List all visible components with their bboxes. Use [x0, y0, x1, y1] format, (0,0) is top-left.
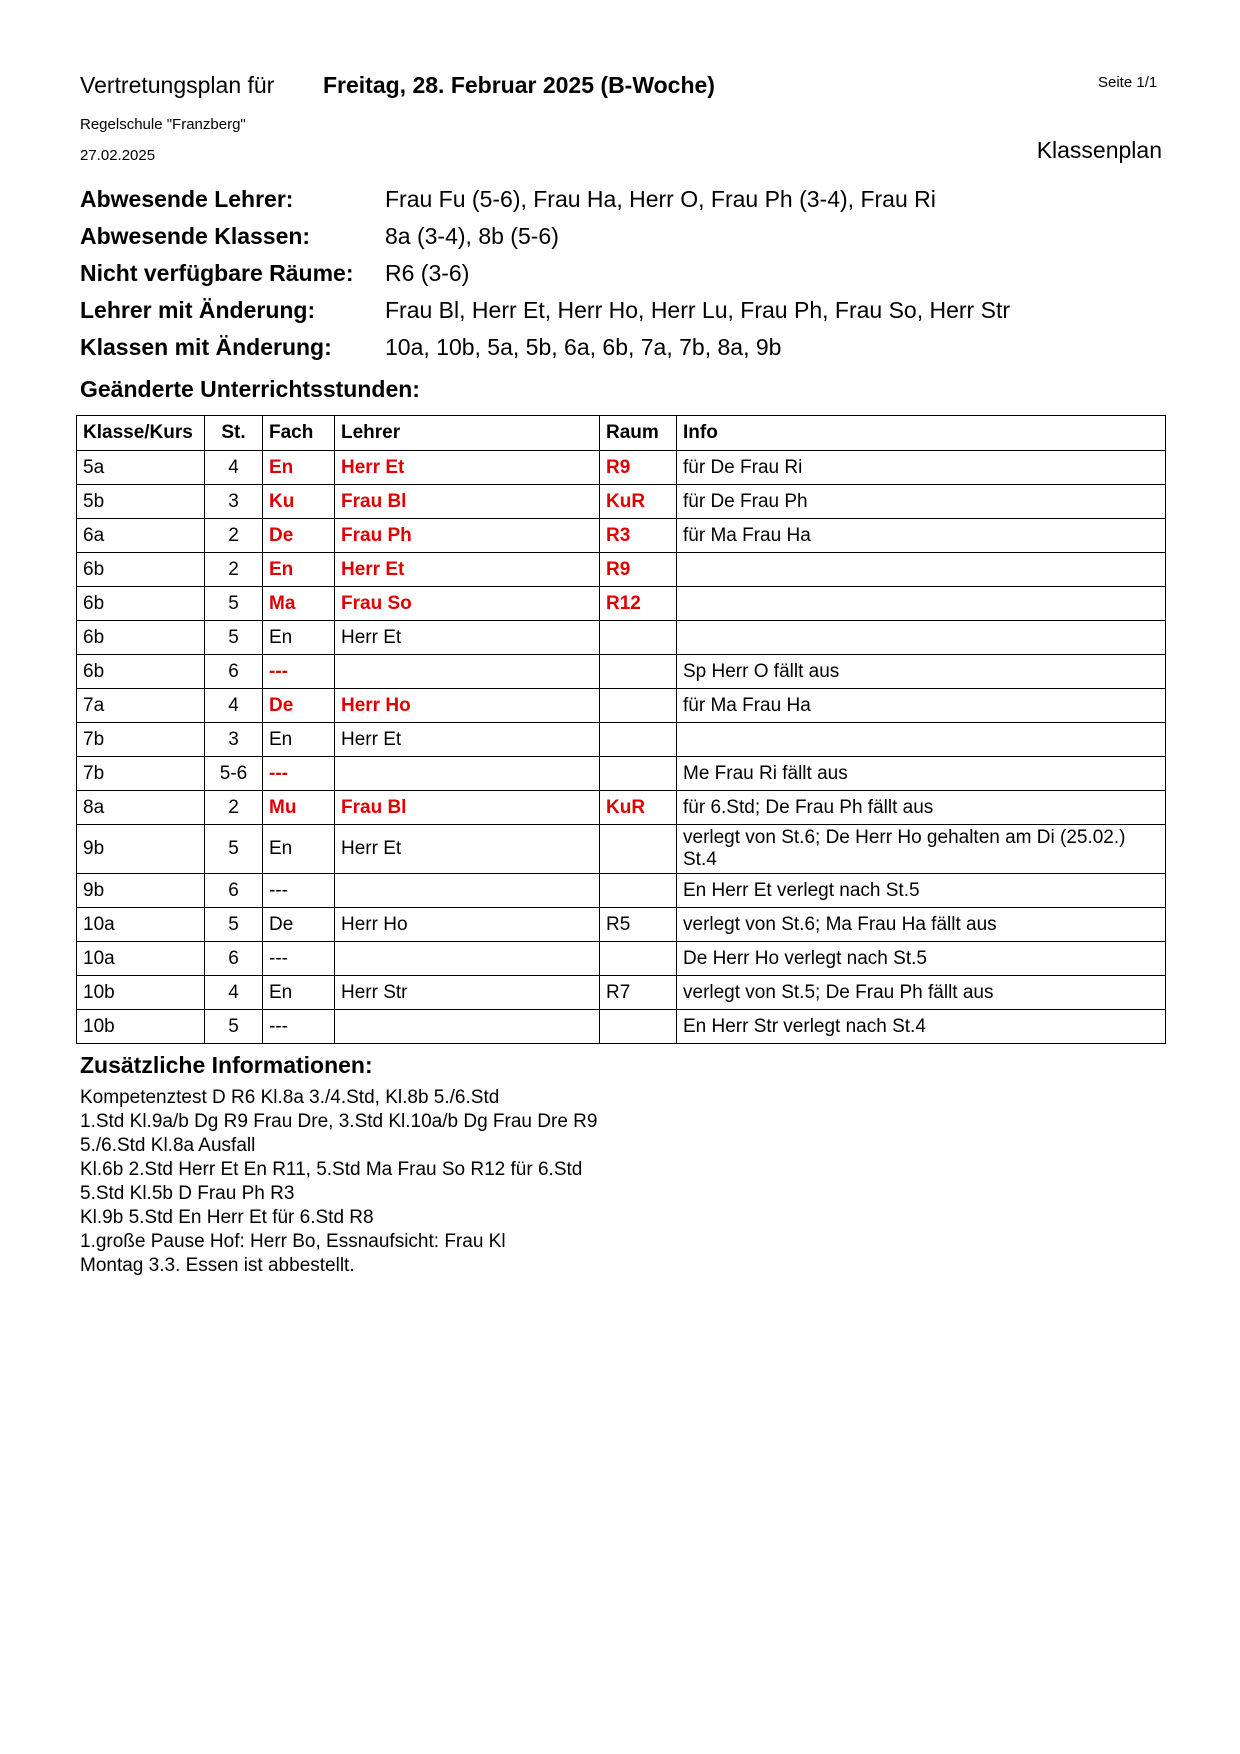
summary-label: Nicht verfügbare Räume:: [80, 260, 354, 286]
changes-section-title: Geänderte Unterrichtsstunden:: [80, 376, 420, 402]
cell-stunde: 4: [205, 689, 263, 723]
summary-label: Abwesende Lehrer:: [80, 186, 294, 212]
cell-fach: En: [263, 723, 335, 757]
cell-lehrer: Frau So: [335, 587, 600, 621]
cell-info: für De Frau Ph: [677, 485, 1166, 519]
cell-raum: R3: [600, 519, 677, 553]
summary-value: 8a (3-4), 8b (5-6): [385, 223, 559, 249]
table-body: [77, 451, 1166, 1044]
table-row: [77, 757, 1166, 791]
cell-lehrer: Herr Et: [335, 825, 600, 874]
table-row: [77, 587, 1166, 621]
cell-klasse: 6a: [77, 519, 205, 553]
header-fach: Fach: [263, 416, 335, 451]
cell-info: [677, 553, 1166, 587]
table-row: [77, 976, 1166, 1010]
cell-fach: De: [263, 519, 335, 553]
cell-raum: [600, 689, 677, 723]
cell-fach: ---: [263, 655, 335, 689]
table-row: [77, 825, 1166, 874]
table-row: [77, 621, 1166, 655]
cell-lehrer: [335, 1010, 600, 1044]
summary-value: Frau Fu (5-6), Frau Ha, Herr O, Frau Ph (3-4), Frau Ri: [385, 186, 936, 212]
extra-info-line: Kl.9b 5.Std En Herr Et für 6.Std R8: [80, 1207, 374, 1228]
cell-info: [677, 621, 1166, 655]
table-row: [77, 723, 1166, 757]
cell-raum: [600, 621, 677, 655]
summary-label: Klassen mit Änderung:: [80, 334, 332, 360]
cell-fach: ---: [263, 1010, 335, 1044]
cell-stunde: 3: [205, 723, 263, 757]
cell-raum: [600, 1010, 677, 1044]
extra-info-line: 5.Std Kl.5b D Frau Ph R3: [80, 1183, 295, 1204]
cell-fach: En: [263, 451, 335, 485]
cell-info: [677, 587, 1166, 621]
cell-klasse: 10a: [77, 942, 205, 976]
summary-value: 10a, 10b, 5a, 5b, 6a, 6b, 7a, 7b, 8a, 9b: [385, 334, 782, 360]
cell-raum: R7: [600, 976, 677, 1010]
cell-info: De Herr Ho verlegt nach St.5: [677, 942, 1166, 976]
cell-raum: R9: [600, 451, 677, 485]
summary-label: Lehrer mit Änderung:: [80, 297, 316, 323]
extra-info-line: 5./6.Std Kl.8a Ausfall: [80, 1135, 256, 1156]
cell-klasse: 5b: [77, 485, 205, 519]
cell-lehrer: [335, 874, 600, 908]
cell-stunde: 2: [205, 791, 263, 825]
cell-klasse: 7a: [77, 689, 205, 723]
cell-fach: De: [263, 689, 335, 723]
cell-klasse: 7b: [77, 757, 205, 791]
table-row: [77, 553, 1166, 587]
table-row: [77, 874, 1166, 908]
cell-stunde: 5: [205, 1010, 263, 1044]
cell-info: verlegt von St.5; De Frau Ph fällt aus: [677, 976, 1166, 1010]
cell-stunde: 4: [205, 976, 263, 1010]
plan-date: Freitag, 28. Februar 2025 (B-Woche): [323, 72, 715, 98]
header-lehrer: Lehrer: [335, 416, 600, 451]
cell-fach: En: [263, 621, 335, 655]
cell-info: für De Frau Ri: [677, 451, 1166, 485]
cell-klasse: 6b: [77, 621, 205, 655]
cell-info: verlegt von St.6; Ma Frau Ha fällt aus: [677, 908, 1166, 942]
cell-lehrer: [335, 942, 600, 976]
cell-raum: R5: [600, 908, 677, 942]
cell-info: En Herr Et verlegt nach St.5: [677, 874, 1166, 908]
table-row: [77, 519, 1166, 553]
cell-info: [677, 723, 1166, 757]
cell-stunde: 5: [205, 621, 263, 655]
header-info: Info: [677, 416, 1166, 451]
table-row: [77, 791, 1166, 825]
cell-lehrer: [335, 655, 600, 689]
cell-info: für 6.Std; De Frau Ph fällt aus: [677, 791, 1166, 825]
page-number: Seite 1/1: [1098, 74, 1158, 91]
summary-row-changed-classes: [80, 329, 1180, 366]
cell-lehrer: Herr Et: [335, 553, 600, 587]
cell-klasse: 7b: [77, 723, 205, 757]
cell-lehrer: Herr Et: [335, 451, 600, 485]
cell-stunde: 2: [205, 519, 263, 553]
header-stunde: St.: [205, 416, 263, 451]
summary-row-absent-teachers: [80, 181, 1180, 218]
cell-fach: En: [263, 825, 335, 874]
extra-info-line: 1.Std Kl.9a/b Dg R9 Frau Dre, 3.Std Kl.10a/b Dg Frau Dre R9: [80, 1111, 598, 1132]
table-row: [77, 908, 1166, 942]
table-row: [77, 942, 1166, 976]
cell-stunde: 5-6: [205, 757, 263, 791]
summary-label: Abwesende Klassen:: [80, 223, 311, 249]
cell-stunde: 6: [205, 874, 263, 908]
cell-lehrer: [335, 757, 600, 791]
cell-klasse: 10b: [77, 976, 205, 1010]
cell-klasse: 10a: [77, 908, 205, 942]
summary-row-unavailable-rooms: [80, 255, 1180, 292]
cell-stunde: 2: [205, 553, 263, 587]
cell-raum: R9: [600, 553, 677, 587]
print-date: 27.02.2025: [80, 147, 156, 164]
cell-fach: En: [263, 553, 335, 587]
cell-klasse: 9b: [77, 825, 205, 874]
cell-fach: Ku: [263, 485, 335, 519]
cell-info: Sp Herr O fällt aus: [677, 655, 1166, 689]
cell-fach: ---: [263, 942, 335, 976]
cell-lehrer: Frau Bl: [335, 485, 600, 519]
cell-klasse: 9b: [77, 874, 205, 908]
cell-fach: Ma: [263, 587, 335, 621]
extra-info-line: 1.große Pause Hof: Herr Bo, Essnaufsicht: Frau Kl: [80, 1231, 506, 1252]
cell-raum: R12: [600, 587, 677, 621]
table-row: [77, 655, 1166, 689]
table-row: [77, 485, 1166, 519]
cell-fach: Mu: [263, 791, 335, 825]
cell-fach: De: [263, 908, 335, 942]
cell-raum: [600, 655, 677, 689]
summary-value: R6 (3-6): [385, 260, 470, 286]
cell-info: Me Frau Ri fällt aus: [677, 757, 1166, 791]
cell-lehrer: Herr Ho: [335, 689, 600, 723]
cell-stunde: 5: [205, 908, 263, 942]
cell-klasse: 5a: [77, 451, 205, 485]
cell-lehrer: Herr Et: [335, 621, 600, 655]
cell-raum: KuR: [600, 485, 677, 519]
cell-raum: KuR: [600, 791, 677, 825]
school-name: Regelschule "Franzberg": [80, 116, 246, 133]
cell-stunde: 5: [205, 587, 263, 621]
cell-klasse: 8a: [77, 791, 205, 825]
cell-stunde: 6: [205, 942, 263, 976]
table-row: [77, 1010, 1166, 1044]
changes-table: [76, 415, 1166, 1044]
cell-klasse: 6b: [77, 655, 205, 689]
table-header-row: [77, 416, 1166, 451]
plan-title-prefix: Vertretungsplan für: [80, 72, 275, 98]
summary-block: [80, 181, 1180, 366]
summary-row-absent-classes: [80, 218, 1180, 255]
cell-raum: [600, 825, 677, 874]
extra-section-title: Zusätzliche Informationen:: [80, 1052, 373, 1078]
extra-info-line: Montag 3.3. Essen ist abbestellt.: [80, 1255, 355, 1276]
cell-raum: [600, 757, 677, 791]
summary-row-changed-teachers: [80, 292, 1180, 329]
cell-stunde: 5: [205, 825, 263, 874]
cell-lehrer: Frau Bl: [335, 791, 600, 825]
cell-fach: ---: [263, 757, 335, 791]
table-row: [77, 689, 1166, 723]
cell-info: für Ma Frau Ha: [677, 689, 1166, 723]
plan-type: Klassenplan: [1036, 137, 1162, 163]
extra-info-line: Kl.6b 2.Std Herr Et En R11, 5.Std Ma Frau So R12 für 6.Std: [80, 1159, 583, 1180]
header-klasse: Klasse/Kurs: [77, 416, 205, 451]
cell-info: En Herr Str verlegt nach St.4: [677, 1010, 1166, 1044]
summary-value: Frau Bl, Herr Et, Herr Ho, Herr Lu, Frau Ph, Frau So, Herr Str: [385, 297, 1010, 323]
cell-klasse: 6b: [77, 587, 205, 621]
cell-stunde: 6: [205, 655, 263, 689]
header-raum: Raum: [600, 416, 677, 451]
cell-raum: [600, 874, 677, 908]
cell-stunde: 4: [205, 451, 263, 485]
table-row: [77, 451, 1166, 485]
cell-lehrer: Herr Str: [335, 976, 600, 1010]
cell-raum: [600, 723, 677, 757]
extra-info-line: Kompetenztest D R6 Kl.8a 3./4.Std, Kl.8b 5./6.Std: [80, 1087, 500, 1108]
cell-fach: En: [263, 976, 335, 1010]
cell-lehrer: Herr Et: [335, 723, 600, 757]
cell-klasse: 10b: [77, 1010, 205, 1044]
extra-info-list: [80, 1086, 597, 1278]
cell-lehrer: Herr Ho: [335, 908, 600, 942]
cell-info: verlegt von St.6; De Herr Ho gehalten am Di (25.02.) St.4: [677, 825, 1166, 874]
cell-raum: [600, 942, 677, 976]
cell-fach: ---: [263, 874, 335, 908]
cell-stunde: 3: [205, 485, 263, 519]
cell-klasse: 6b: [77, 553, 205, 587]
cell-info: für Ma Frau Ha: [677, 519, 1166, 553]
cell-lehrer: Frau Ph: [335, 519, 600, 553]
